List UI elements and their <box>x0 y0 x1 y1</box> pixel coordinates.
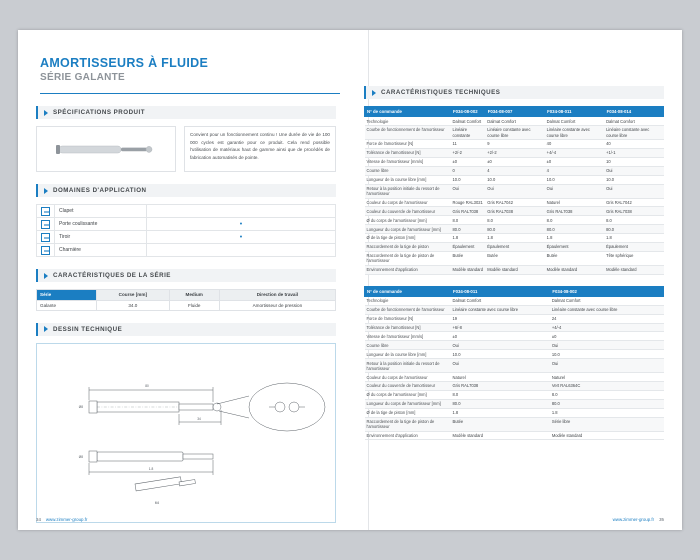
series-header-direction: Direction de travail <box>219 290 335 301</box>
tech-row-value <box>656 373 663 382</box>
table-row <box>365 117 664 126</box>
series-medium: Fluide <box>169 300 219 310</box>
drawer-icon <box>41 233 50 242</box>
technical-drawing <box>36 343 336 523</box>
tech-row-value: +4/-4 <box>545 148 604 157</box>
series-name: Galante <box>37 300 97 310</box>
tech-row-value: 24 <box>550 314 649 323</box>
tech-row-label: Couleur du corps de l'amortisseur <box>365 198 451 207</box>
tech-row-value: Gris RAL7038 <box>545 207 604 216</box>
page-number: 35 <box>659 517 664 522</box>
tech-row-value <box>656 359 663 373</box>
tech-row-value <box>656 408 663 417</box>
tech-row-value: Modèle standard <box>485 265 544 274</box>
table-row <box>365 417 664 431</box>
tech-row-value: Série libre <box>550 417 649 431</box>
section-header-drawing <box>36 323 336 336</box>
tech-row-value: Linéaire constante avec course libre <box>550 305 649 314</box>
tech-row-value <box>656 417 663 431</box>
domain-mark: • <box>147 218 336 231</box>
tech-row-label: Vitesse de l'amortisseur [mm/s] <box>365 332 451 341</box>
section-label-specs: SPÉCIFICATIONS PRODUIT <box>53 109 146 116</box>
domain-name: Clapet <box>55 205 147 218</box>
tech-row-value: Linéaire constante avec course libre <box>451 305 550 314</box>
tech-row-value <box>649 332 656 341</box>
table-row <box>365 251 664 265</box>
tech-row-value: Oui <box>545 184 604 198</box>
tech-row-value: Naturel <box>550 373 649 382</box>
tech-row-value: 10.0 <box>451 175 486 184</box>
section-label-series: CARACTÉRISTIQUES DE LA SÉRIE <box>53 272 171 279</box>
tech-row-value <box>656 323 663 332</box>
product-spec-row <box>36 126 336 172</box>
tech-row-value: 4 <box>485 166 544 175</box>
tech-row-value: 1.8 <box>545 234 604 243</box>
tech-row-label: Course libre <box>365 166 451 175</box>
tech-row-value: Modèle standard <box>451 265 486 274</box>
tech2-header-2: F034-08-002 <box>550 286 649 296</box>
tech-row-value: 80.0 <box>451 225 486 234</box>
domain-icon-cell <box>37 205 55 218</box>
tech-row-value: Dalmat Comfort <box>451 117 486 126</box>
table-row <box>365 431 664 440</box>
title-divider <box>40 93 340 94</box>
page-number: 34 <box>36 517 41 522</box>
svg-text:M4: M4 <box>154 500 160 505</box>
flap-icon <box>41 207 50 216</box>
table-row <box>37 231 336 244</box>
footer-link[interactable]: www.zimmer-group.fr <box>45 517 88 522</box>
tech-row-value <box>649 373 656 382</box>
tech1-header-3: F034-08-011 <box>545 107 604 117</box>
tech-row-value: ±0 <box>545 157 604 166</box>
tech-row-value: 80.0 <box>545 225 604 234</box>
tech-row-value: Naturel <box>545 198 604 207</box>
section-label-tech: CARACTÉRISTIQUES TECHNIQUES <box>381 89 501 96</box>
tech-row-value: Naturel <box>451 373 550 382</box>
tech-row-value <box>656 332 663 341</box>
tech-row-value <box>649 382 656 391</box>
tech-row-value: 8.0 <box>485 216 544 225</box>
tech-row-value <box>656 296 663 305</box>
tech-row-value: Butée <box>545 251 604 265</box>
tech-row-label: Ø du corps de l'amortisseur [mm] <box>365 216 451 225</box>
tech-row-value: +2/-2 <box>451 148 486 157</box>
table-row <box>365 140 664 149</box>
table-row <box>365 184 664 198</box>
tech-row-value <box>649 431 656 440</box>
triangle-icon <box>44 188 48 194</box>
table-row <box>365 341 664 350</box>
tech-row-value <box>649 323 656 332</box>
table-row <box>365 350 664 359</box>
left-page <box>18 30 350 530</box>
tech-row-value: Épaulement <box>451 242 486 251</box>
product-photo <box>36 126 176 172</box>
svg-text:Ø8: Ø8 <box>78 404 83 409</box>
tech-row-value: ±0 <box>451 157 486 166</box>
tech-row-value: ±0 <box>485 157 544 166</box>
table-row <box>365 390 664 399</box>
hinge-icon <box>41 246 50 255</box>
tech-row-value: +1/-1 <box>604 148 663 157</box>
table-row <box>37 300 336 310</box>
document-spread <box>18 30 682 530</box>
tech-row-value: Oui <box>451 359 550 373</box>
tech-row-value <box>649 341 656 350</box>
table-row <box>365 332 664 341</box>
tech-row-value: 40 <box>604 140 663 149</box>
tech-row-value: Oui <box>604 166 663 175</box>
table-row <box>365 157 664 166</box>
domain-mark <box>147 205 336 218</box>
tech-row-value: 8.0 <box>545 216 604 225</box>
tech-row-value <box>656 390 663 399</box>
tech-row-value: Gris RAL7038 <box>604 207 663 216</box>
tech-row-label: Raccordement de la tige de piston <box>365 242 451 251</box>
tech-row-value <box>649 359 656 373</box>
tech1-header-0: N° de commande <box>365 107 451 117</box>
tech-row-value: Gris RAL7038 <box>451 207 486 216</box>
tech-row-label: Retour à la position initiale du ressort de l'amortisseur <box>365 359 451 373</box>
tech-row-label: Longueur du corps de l'amortisseur [mm] <box>365 399 451 408</box>
tech-row-label: Courbe de fonctionnement de l'amortisseur <box>365 305 451 314</box>
tech-row-value <box>649 314 656 323</box>
tech-row-value: Épaulement <box>485 242 544 251</box>
tech-row-value: 8.0 <box>604 216 663 225</box>
tech-row-value: Dalmat Comfort <box>604 117 663 126</box>
tech-row-value: 8.0 <box>550 390 649 399</box>
tech-row-value: Linéaire constante avec course libre <box>604 126 663 140</box>
tech-row-value <box>656 341 663 350</box>
tech-row-value: +2/-2 <box>485 148 544 157</box>
tech-row-value: Oui <box>604 184 663 198</box>
table-row <box>365 265 664 274</box>
tech2-header-spacer2 <box>656 286 663 296</box>
table-header-row <box>365 107 664 117</box>
tech-row-value: Modèle standard <box>451 431 550 440</box>
tech-row-value <box>656 382 663 391</box>
table-row <box>365 242 664 251</box>
tech-row-value <box>656 350 663 359</box>
tech-row-label: Raccordement de la tige de piston de l'amortisseur <box>365 417 451 431</box>
tech-row-value: Gris RAL7042 <box>485 198 544 207</box>
domain-icon-cell <box>37 231 55 244</box>
table-row <box>365 198 664 207</box>
tech-row-value: Gris RAL7042 <box>604 198 663 207</box>
table-row <box>365 296 664 305</box>
section-label-domains: DOMAINES D'APPLICATION <box>53 187 147 194</box>
tech-row-value: 1.8 <box>604 234 663 243</box>
product-spec-text: Convient pour un fonctionnement continu ! Une durée de vie de 100 000 cycles est garantie pour ce produit. Cela rend possible l'utilisation de matériaux haut de gamme ainsi que de procédés de fabrication automatisés de pointe. <box>184 126 336 172</box>
tech-row-value <box>649 296 656 305</box>
svg-text:80: 80 <box>145 383 149 388</box>
tech-row-value: Butée <box>485 251 544 265</box>
tech-row-value: Vert RAL6364C <box>550 382 649 391</box>
triangle-icon <box>44 273 48 279</box>
tech-row-value: Butée <box>451 251 486 265</box>
tech-row-value <box>656 399 663 408</box>
table-row <box>365 216 664 225</box>
tech-row-value: 4 <box>545 166 604 175</box>
tech-row-value: Dalmat Comfort <box>485 117 544 126</box>
tech-row-value: Oui <box>451 341 550 350</box>
tech-row-label: Ø du corps de l'amortisseur [mm] <box>365 390 451 399</box>
tech-row-value: 1.8 <box>451 408 550 417</box>
tech-row-value: 80.0 <box>550 399 649 408</box>
tech-row-value: 80.0 <box>451 399 550 408</box>
tech-row-value <box>649 408 656 417</box>
tech-row-label: Couleur du corps de l'amortisseur <box>365 373 451 382</box>
tech-row-value: 10 <box>604 157 663 166</box>
tech1-header-2: F034-08-007 <box>485 107 544 117</box>
tech-row-value: 10.0 <box>604 175 663 184</box>
table-row <box>365 314 664 323</box>
series-table <box>36 289 336 311</box>
tech-row-label: Ø de la tige de piston [mm] <box>365 234 451 243</box>
table-row <box>365 148 664 157</box>
table-row <box>365 126 664 140</box>
tech1-header-4: F034-08-014 <box>604 107 663 117</box>
tech-row-label: Technologie <box>365 296 451 305</box>
tech-row-label: Longueur de la course libre [mm] <box>365 350 451 359</box>
tech-row-value: 0 <box>451 166 486 175</box>
table-row <box>37 218 336 231</box>
tech-row-value: 9 <box>485 140 544 149</box>
tech-row-label: Retour à la position initiale du ressort de l'amortisseur <box>365 184 451 198</box>
tech-row-label: Longueur du corps de l'amortisseur [mm] <box>365 225 451 234</box>
table-header-row <box>37 290 336 301</box>
section-header-domains <box>36 184 336 197</box>
section-header-tech <box>364 86 664 99</box>
tech-row-label: Course libre <box>365 341 451 350</box>
series-course: 34.0 <box>97 300 170 310</box>
series-direction: Amortisseur de pression <box>219 300 335 310</box>
tech-table-2 <box>364 286 664 441</box>
tech-row-value: Tête sphérique <box>604 251 663 265</box>
table-row <box>37 205 336 218</box>
tech-row-label: Raccordement de la tige de piston de l'amortisseur <box>365 251 451 265</box>
series-header-label: Série <box>37 290 97 301</box>
tech-row-value: Oui <box>550 341 649 350</box>
tech-row-value: Linéaire constante avec course libre <box>545 126 604 140</box>
table-row <box>365 373 664 382</box>
footer-link[interactable]: www.zimmer-group.fr <box>612 517 655 522</box>
tech-row-value <box>656 305 663 314</box>
tech-row-value: Gris RAL7038 <box>485 207 544 216</box>
tech-row-value <box>649 399 656 408</box>
tech-row-value: Oui <box>485 184 544 198</box>
tech-row-value <box>656 431 663 440</box>
table-row <box>365 225 664 234</box>
triangle-icon <box>372 90 376 96</box>
tech-row-label: Tolérance de l'amortisseur [N] <box>365 148 451 157</box>
svg-text:Ø8: Ø8 <box>78 454 83 459</box>
tech-row-value: 1.8 <box>485 234 544 243</box>
domain-name: Charnière <box>55 244 147 257</box>
tech-row-value: ±0 <box>451 332 550 341</box>
series-header-course: Course [mm] <box>97 290 170 301</box>
footer-right <box>613 517 664 522</box>
table-row <box>365 408 664 417</box>
section-header-series <box>36 269 336 282</box>
triangle-icon <box>44 110 48 116</box>
tech-row-label: Force de l'amortisseur [N] <box>365 314 451 323</box>
tech-row-value: 8.0 <box>451 390 550 399</box>
tech-row-value: Linéaire constante <box>451 126 486 140</box>
tech-row-value: 11 <box>451 140 486 149</box>
tech-row-label: Ø de la tige de piston [mm] <box>365 408 451 417</box>
tech-row-label: Couleur du couvercle de l'amortisseur <box>365 382 451 391</box>
tech-row-value: Oui <box>451 184 486 198</box>
table-row <box>365 399 664 408</box>
section-label-drawing: DESSIN TECHNIQUE <box>53 325 123 333</box>
tech-row-value: 10.0 <box>451 350 550 359</box>
table-row <box>365 305 664 314</box>
triangle-icon <box>44 326 48 332</box>
tech-row-value <box>649 417 656 431</box>
tech-row-value: Dalmat Comfort <box>545 117 604 126</box>
tech-table-1 <box>364 106 664 275</box>
tech-row-value: ±0 <box>550 332 649 341</box>
tech-row-value: 1.8 <box>550 408 649 417</box>
tech-row-value: Oui <box>550 359 649 373</box>
tech-row-value: Butée <box>451 417 550 431</box>
domains-table <box>36 204 336 257</box>
domain-icon-cell <box>37 244 55 257</box>
tech-row-label: Tolérance de l'amortisseur [N] <box>365 323 451 332</box>
table-row <box>37 244 336 257</box>
tech-row-label: Force de l'amortisseur [N] <box>365 140 451 149</box>
tech-row-value: Épaulement <box>545 242 604 251</box>
table-row <box>365 359 664 373</box>
table-row <box>365 382 664 391</box>
tech-row-value: Linéaire constante avec course libre <box>485 126 544 140</box>
table-row <box>365 323 664 332</box>
tech-row-value: Modèle standard <box>545 265 604 274</box>
tech-row-value: Dalmat Comfort <box>451 296 550 305</box>
tech-row-value: 80.0 <box>485 225 544 234</box>
tech2-header-1: F034-08-011 <box>451 286 550 296</box>
series-header-medium: Medium <box>169 290 219 301</box>
tech-row-label: Environnement d'application <box>365 265 451 274</box>
tech-row-value: Modèle standard <box>550 431 649 440</box>
tech-row-label: Longueur de la course libre [mm] <box>365 175 451 184</box>
tech-row-value <box>656 314 663 323</box>
tech-row-value: Modèle standard <box>604 265 663 274</box>
tech-row-value <box>649 390 656 399</box>
tech-row-value: Rouge RAL3021 <box>451 198 486 207</box>
tech-row-value: 80.0 <box>604 225 663 234</box>
page-title: AMORTISSEURS À FLUIDE <box>40 56 209 70</box>
section-header-specs <box>36 106 336 119</box>
tech-row-label: Environnement d'application <box>365 431 451 440</box>
tech-row-value <box>649 350 656 359</box>
table-row <box>365 175 664 184</box>
table-row <box>365 166 664 175</box>
right-page <box>350 30 682 530</box>
table-row <box>365 207 664 216</box>
domain-mark: • <box>147 231 336 244</box>
tech2-header-spacer <box>649 286 656 296</box>
tech-row-value: +4/-4 <box>550 323 649 332</box>
table-header-row <box>365 286 664 296</box>
page-subtitle: SÉRIE GALANTE <box>40 72 126 83</box>
tech-row-value <box>649 305 656 314</box>
tech-row-value: 40 <box>545 140 604 149</box>
tech-row-value: 10.0 <box>485 175 544 184</box>
footer-left <box>36 517 87 522</box>
tech-row-label: Technologie <box>365 117 451 126</box>
svg-text:34: 34 <box>197 416 201 421</box>
tech-row-value: 10.0 <box>550 350 649 359</box>
domain-name: Porte coulissante <box>55 218 147 231</box>
tech-row-value: 1.8 <box>451 234 486 243</box>
domain-mark <box>147 244 336 257</box>
table-row <box>365 234 664 243</box>
svg-text:1.8: 1.8 <box>148 466 154 471</box>
tech-row-value: 19 <box>451 314 550 323</box>
tech-row-label: Vitesse de l'amortisseur [mm/s] <box>365 157 451 166</box>
tech-row-label: Couleur du couvercle de l'amortisseur <box>365 207 451 216</box>
domain-name: Tiroir <box>55 231 147 244</box>
tech-row-value: Épaulement <box>604 242 663 251</box>
domain-icon-cell <box>37 218 55 231</box>
sliding-door-icon <box>41 220 50 229</box>
tech1-header-1: F034-08-002 <box>451 107 486 117</box>
tech-row-value: 8.0 <box>451 216 486 225</box>
tech-row-value: Dalmat Comfort <box>550 296 649 305</box>
tech-row-value: Gris RAL7038 <box>451 382 550 391</box>
tech2-header-0: N° de commande <box>365 286 451 296</box>
tech-row-value: 10.0 <box>545 175 604 184</box>
tech-row-value: +6/-8 <box>451 323 550 332</box>
tech-row-label: Courbe de fonctionnement de l'amortisseur <box>365 126 451 140</box>
